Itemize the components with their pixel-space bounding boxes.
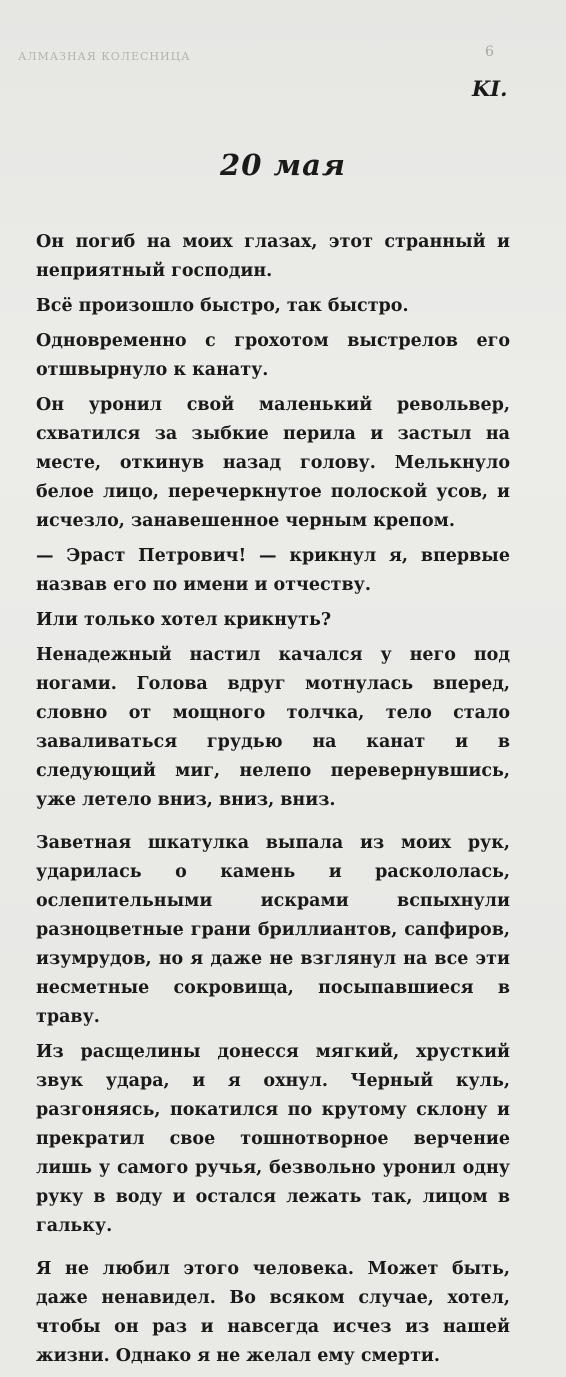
paragraph: — Эраст Петрович! — крикнул я, впервые назвав его по имени и отчеству.	[36, 546, 510, 595]
paragraph: Я не любил этого человека. Может быть, даже ненавидел. Во всяком случае, хотел, чтобы он раз и навсегда исчез из нашей жизни. Однако я не желал ему смерти.	[36, 1259, 510, 1366]
paragraph: Всё произошло быстро, так быстро.	[36, 296, 409, 316]
page-number: 6	[485, 44, 494, 60]
chapter-mark: KI.	[472, 76, 508, 101]
paragraph: Он уронил свой маленький револьвер, схватился за зыбкие перила и застыл на месте, откинув назад голову. Мелькнуло белое лицо, перечеркнутое полоской усов, и исчезло, занавешенное черным крепом.	[36, 395, 510, 531]
paragraph: Он погиб на моих глазах, этот странный и неприятный господин.	[36, 232, 510, 281]
running-title: АЛМАЗНАЯ КОЛЕСНИЦА	[18, 50, 191, 63]
paragraph: Из расщелины донесся мягкий, хрусткий звук удара, и я охнул. Черный куль, разгоняясь, покатился по крутому склону и прекратил свое тошнотворное верчение лишь у самого ручья, безвольно уронил одну руку в воду и остался лежать так, лицом в гальку.	[36, 1042, 510, 1236]
paragraph: Заветная шкатулка выпала из моих рук, ударилась о камень и раскололась, ослепительными искрами вспыхнули разноцветные грани бриллиантов, сапфиров, изумрудов, но я даже не взглянул на все эти несметные сокровища, посыпавшиеся в траву.	[36, 833, 510, 1027]
paragraph: Ненадежный настил качался у него под ногами. Голова вдруг мотнулась вперед, словно от мощного толчка, тело стало заваливаться грудью на канат и в следующий миг, нелепо перевернувшись, уже летело вниз, вниз, вниз.	[36, 645, 510, 810]
chapter-date-title: 20 мая	[220, 148, 346, 182]
paragraph: Или только хотел крикнуть?	[36, 610, 332, 630]
body-text	[36, 228, 510, 1377]
paragraph: Одновременно с грохотом выстрелов его отшвырнуло к канату.	[36, 331, 510, 380]
